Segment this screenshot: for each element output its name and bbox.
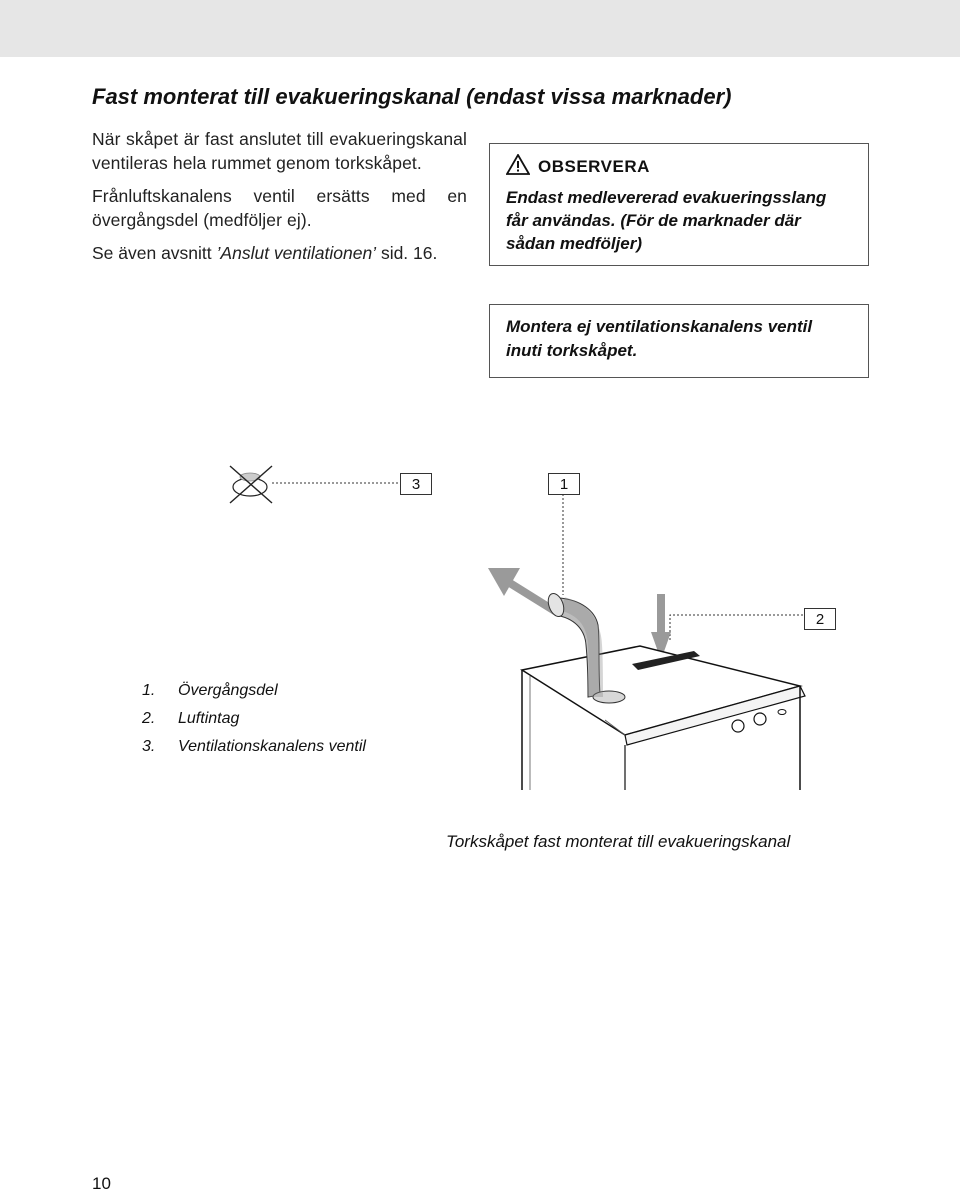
callout-1: 1 (548, 473, 580, 495)
see-also-prefix: Se även avsnitt (92, 243, 217, 263)
see-also-reference: ’Anslut ventilationen’ (216, 243, 377, 263)
notice-heading-label: OBSERVERA (538, 157, 650, 176)
diagram-legend (142, 677, 366, 761)
notice-box-2 (489, 304, 869, 378)
notice-text: Endast medlevererad evakueringsslang får användas. (För de marknader där sådan medföljer) (506, 188, 827, 253)
exhaust-arrow-icon (488, 568, 558, 613)
legend-label: Ventilationskanalens ventil (178, 738, 366, 755)
legend-number: 1. (142, 682, 156, 699)
crossed-valve-icon (230, 466, 272, 503)
page-title: Fast monterat till evakueringskanal (endast vissa marknader) (92, 84, 732, 109)
legend-number: 2. (142, 710, 156, 727)
notice-heading (506, 154, 852, 180)
intro-paragraph-1: När skåpet är fast anslutet till evakueringskanal ventileras hela rummet genom torkskåpet. (92, 129, 467, 173)
intro-paragraph-3 (92, 242, 467, 266)
notice-2-text: Montera ej ventilationskanalens ventil inuti torkskåpet. (506, 317, 813, 360)
warning-triangle-icon (506, 154, 530, 180)
figure-caption: Torkskåpet fast monterat till evakueringskanal (446, 832, 791, 851)
legend-number: 3. (142, 738, 156, 755)
legend-item (142, 677, 366, 705)
legend-item (142, 733, 366, 761)
intro-paragraph-2: Frånluftskanalens ventil ersätts med en övergångsdel (medföljer ej). (92, 186, 467, 230)
notice-box (489, 143, 869, 266)
top-band (0, 0, 960, 57)
callout-2: 2 (804, 608, 836, 630)
legend-label: Luftintag (178, 710, 240, 727)
callout-3: 3 (400, 473, 432, 495)
see-also-suffix: sid. 16. (376, 243, 438, 263)
page-number: 10 (92, 1174, 111, 1193)
intro-text (92, 128, 467, 276)
legend-item (142, 705, 366, 733)
legend-label: Övergångsdel (178, 682, 278, 699)
